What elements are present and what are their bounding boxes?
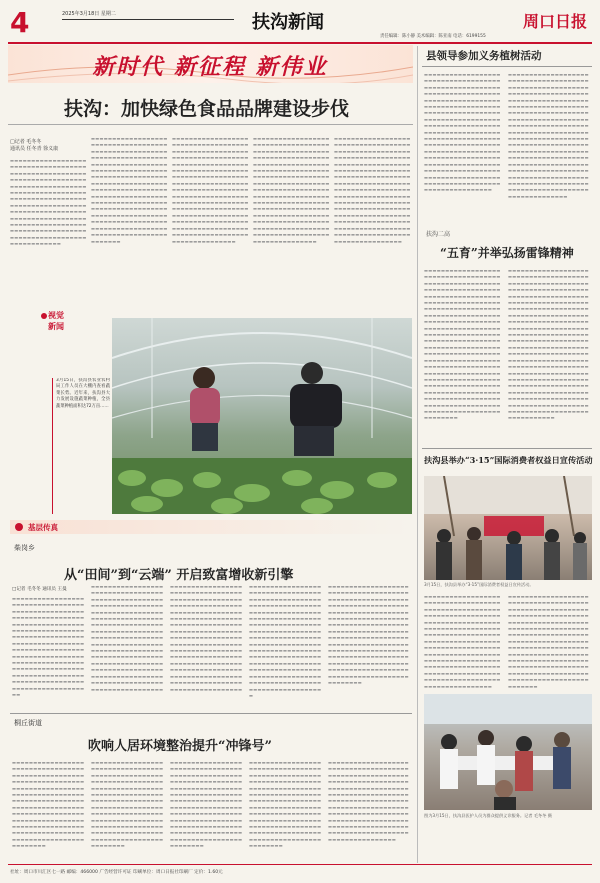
- lead-body-col2: ▬▬▬▬▬▬▬▬▬▬▬▬▬▬▬▬▬▬▬▬▬▬▬▬▬▬▬▬▬▬▬▬▬▬▬▬▬▬▬▬▬▬▬▬▬▬▬▬▬▬▬▬▬▬▬▬▬▬▬▬▬▬▬▬▬▬▬▬▬▬▬▬▬▬▬▬▬▬▬▬▬▬▬▬▬▬▬▬▬▬▬▬▬▬▬▬▬▬▬▬▬▬▬▬▬▬▬▬▬▬▬▬▬▬▬▬▬▬▬▬▬▬▬▬▬▬▬▬▬▬▬▬▬▬▬▬▬▬▬▬▬▬▬▬▬▬▬▬▬▬▬▬▬▬▬▬▬▬▬▬▬▬▬▬▬▬▬▬▬▬▬▬▬▬▬▬▬▬▬▬▬▬▬▬▬▬▬▬▬▬▬▬▬▬▬▬▬▬▬▬▬▬▬▬▬▬▬▬▬▬▬▬▬▬▬▬▬▬▬▬▬▬▬▬▬▬▬▬▬▬▬▬▬▬▬▬▬▬▬▬▬▬▬▬▬▬▬▬▬▬▬▬▬▬▬▬▬▬▬▬▬▬▬▬▬▬▬▬▬▬▬▬▬▬▬▬▬▬▬▬▬▬▬▬▬▬▬▬▬▬▬▬▬▬▬: [91, 136, 168, 244]
- lead-body-col3: ▬▬▬▬▬▬▬▬▬▬▬▬▬▬▬▬▬▬▬▬▬▬▬▬▬▬▬▬▬▬▬▬▬▬▬▬▬▬▬▬▬▬▬▬▬▬▬▬▬▬▬▬▬▬▬▬▬▬▬▬▬▬▬▬▬▬▬▬▬▬▬▬▬▬▬▬▬▬▬▬▬▬▬▬▬▬▬▬▬▬▬▬▬▬▬▬▬▬▬▬▬▬▬▬▬▬▬▬▬▬▬▬▬▬▬▬▬▬▬▬▬▬▬▬▬▬▬▬▬▬▬▬▬▬▬▬▬▬▬▬▬▬▬▬▬▬▬▬▬▬▬▬▬▬▬▬▬▬▬▬▬▬▬▬▬▬▬▬▬▬▬▬▬▬▬▬▬▬▬▬▬▬▬▬▬▬▬▬▬▬▬▬▬▬▬▬▬▬▬▬▬▬▬▬▬▬▬▬▬▬▬▬▬▬▬▬▬▬▬▬▬▬▬▬▬▬▬▬▬▬▬▬▬▬▬▬▬▬▬▬▬▬▬▬▬▬▬▬▬▬▬▬▬▬▬▬▬▬▬▬▬▬▬▬▬▬▬▬▬▬▬▬▬▬▬▬▬▬▬▬▬▬▬▬▬▬▬▬▬▬▬▬▬▬▬▬▬▬▬▬▬▬▬: [172, 136, 249, 244]
- consumer-photo-drawing: [424, 476, 592, 580]
- section-title: 扶沟新闻: [252, 12, 324, 33]
- article2-title: 吹响人居环境整治提升“冲锋号”: [88, 739, 272, 754]
- story3-col2: ▬▬▬▬▬▬▬▬▬▬▬▬▬▬▬▬▬▬▬▬▬▬▬▬▬▬▬▬▬▬▬▬▬▬▬▬▬▬▬▬▬▬▬▬▬▬▬▬▬▬▬▬▬▬▬▬▬▬▬▬▬▬▬▬▬▬▬▬▬▬▬▬▬▬▬▬▬▬▬▬▬▬▬▬▬▬▬▬▬▬▬▬▬▬▬▬▬▬▬▬▬▬▬▬▬▬▬▬▬▬▬▬▬▬▬▬▬▬▬▬▬▬▬▬▬▬▬▬▬▬▬▬▬▬▬▬▬▬▬▬▬▬▬▬▬▬▬▬▬▬▬▬▬▬▬▬▬▬▬▬▬▬▬▬▬▬▬▬▬▬▬▬▬▬▬▬▬▬▬▬▬▬▬▬▬▬▬▬▬▬▬▬▬▬▬▬▬▬▬▬▬▬▬▬▬▬▬▬▬▬▬▬▬▬▬▬▬▬▬▬▬▬▬▬▬▬▬▬▬▬▬▬▬▬▬▬▬▬▬▬▬▬▬▬▬▬▬▬▬▬▬▬▬▬▬▬▬▬▬▬▬▬▬▬▬▬▬▬▬▬▬▬▬: [508, 594, 589, 689]
- article1-byline: □记者 毛冬冬 通讯员 王曼: [12, 587, 67, 592]
- town1-label: 柴岗乡: [14, 544, 35, 552]
- story3-col1: ▬▬▬▬▬▬▬▬▬▬▬▬▬▬▬▬▬▬▬▬▬▬▬▬▬▬▬▬▬▬▬▬▬▬▬▬▬▬▬▬▬▬▬▬▬▬▬▬▬▬▬▬▬▬▬▬▬▬▬▬▬▬▬▬▬▬▬▬▬▬▬▬▬▬▬▬▬▬▬▬▬▬▬▬▬▬▬▬▬▬▬▬▬▬▬▬▬▬▬▬▬▬▬▬▬▬▬▬▬▬▬▬▬▬▬▬▬▬▬▬▬▬▬▬▬▬▬▬▬▬▬▬▬▬▬▬▬▬▬▬▬▬▬▬▬▬▬▬▬▬▬▬▬▬▬▬▬▬▬▬▬▬▬▬▬▬▬▬▬▬▬▬▬▬▬▬▬▬▬▬▬▬▬▬▬▬▬▬▬▬▬▬▬▬▬▬▬▬▬▬▬▬▬▬▬▬▬▬▬▬▬▬▬▬▬▬▬▬▬▬▬▬▬▬▬▬▬▬▬▬▬▬▬▬▬▬▬▬▬▬▬▬▬▬▬▬▬▬▬▬▬▬▬▬▬▬▬▬▬▬▬▬▬▬▬▬▬▬: [424, 594, 501, 689]
- header-divider-left: [62, 19, 234, 20]
- consumer-rights-photo: [424, 476, 592, 580]
- lead-body-col4: ▬▬▬▬▬▬▬▬▬▬▬▬▬▬▬▬▬▬▬▬▬▬▬▬▬▬▬▬▬▬▬▬▬▬▬▬▬▬▬▬▬▬▬▬▬▬▬▬▬▬▬▬▬▬▬▬▬▬▬▬▬▬▬▬▬▬▬▬▬▬▬▬▬▬▬▬▬▬▬▬▬▬▬▬▬▬▬▬▬▬▬▬▬▬▬▬▬▬▬▬▬▬▬▬▬▬▬▬▬▬▬▬▬▬▬▬▬▬▬▬▬▬▬▬▬▬▬▬▬▬▬▬▬▬▬▬▬▬▬▬▬▬▬▬▬▬▬▬▬▬▬▬▬▬▬▬▬▬▬▬▬▬▬▬▬▬▬▬▬▬▬▬▬▬▬▬▬▬▬▬▬▬▬▬▬▬▬▬▬▬▬▬▬▬▬▬▬▬▬▬▬▬▬▬▬▬▬▬▬▬▬▬▬▬▬▬▬▬▬▬▬▬▬▬▬▬▬▬▬▬▬▬▬▬▬▬▬▬▬▬▬▬▬▬▬▬▬▬▬▬▬▬▬▬▬▬▬▬▬▬▬▬▬▬▬▬▬▬▬▬▬▬▬▬▬▬▬▬▬▬▬▬▬▬▬▬▬▬▬▬▬▬▬▬▬▬▬▬▬▬▬▬▬: [253, 136, 330, 244]
- column-separator: [417, 46, 418, 863]
- article1-title: 从“田间”到“云端” 开启致富增收新引擎: [64, 568, 294, 583]
- lead-byline-2: 通讯员 任冬青 徐义康: [10, 146, 59, 152]
- banner-slogan: 新时代 新征程 新伟业: [92, 54, 328, 80]
- article2-col3: ▬▬▬▬▬▬▬▬▬▬▬▬▬▬▬▬▬▬▬▬▬▬▬▬▬▬▬▬▬▬▬▬▬▬▬▬▬▬▬▬▬▬▬▬▬▬▬▬▬▬▬▬▬▬▬▬▬▬▬▬▬▬▬▬▬▬▬▬▬▬▬▬▬▬▬▬▬▬▬▬▬▬▬▬▬▬▬▬▬▬▬▬▬▬▬▬▬▬▬▬▬▬▬▬▬▬▬▬▬▬▬▬▬▬▬▬▬▬▬▬▬▬▬▬▬▬▬▬▬▬▬▬▬▬▬▬▬▬▬▬▬▬▬▬▬▬▬▬▬▬▬▬▬▬▬▬▬▬▬▬▬▬▬▬▬▬▬▬▬▬▬▬▬▬▬▬▬▬▬▬▬▬▬▬▬▬▬▬▬▬▬▬▬▬▬▬▬▬▬▬▬▬▬▬▬▬▬▬▬▬▬▬▬▬▬▬▬▬▬▬▬▬▬▬▬▬▬▬▬: [170, 760, 243, 849]
- story1-rule: [422, 66, 592, 67]
- lead-body-col1: ▬▬▬▬▬▬▬▬▬▬▬▬▬▬▬▬▬▬▬▬▬▬▬▬▬▬▬▬▬▬▬▬▬▬▬▬▬▬▬▬▬▬▬▬▬▬▬▬▬▬▬▬▬▬▬▬▬▬▬▬▬▬▬▬▬▬▬▬▬▬▬▬▬▬▬▬▬▬▬▬▬▬▬▬▬▬▬▬▬▬▬▬▬▬▬▬▬▬▬▬▬▬▬▬▬▬▬▬▬▬▬▬▬▬▬▬▬▬▬▬▬▬▬▬▬▬▬▬▬▬▬▬▬▬▬▬▬▬▬▬▬▬▬▬▬▬▬▬▬▬▬▬▬▬▬▬▬▬▬▬▬▬▬▬▬▬▬▬▬▬▬▬▬▬▬▬▬▬▬▬▬▬▬▬▬▬▬▬▬▬▬▬▬▬▬▬▬▬▬▬▬▬▬▬▬▬▬▬▬▬▬▬▬▬▬▬▬▬▬▬▬▬▬▬▬▬▬▬▬▬▬▬▬▬▬▬▬▬▬▬▬▬▬▬▬▬: [10, 158, 87, 247]
- clinic-photo-caption: 图为3月15日，扶沟县医护人员为群众提供义诊服务。记者 毛冬冬 摄: [424, 813, 552, 818]
- article2-col4: ▬▬▬▬▬▬▬▬▬▬▬▬▬▬▬▬▬▬▬▬▬▬▬▬▬▬▬▬▬▬▬▬▬▬▬▬▬▬▬▬▬▬▬▬▬▬▬▬▬▬▬▬▬▬▬▬▬▬▬▬▬▬▬▬▬▬▬▬▬▬▬▬▬▬▬▬▬▬▬▬▬▬▬▬▬▬▬▬▬▬▬▬▬▬▬▬▬▬▬▬▬▬▬▬▬▬▬▬▬▬▬▬▬▬▬▬▬▬▬▬▬▬▬▬▬▬▬▬▬▬▬▬▬▬▬▬▬▬▬▬▬▬▬▬▬▬▬▬▬▬▬▬▬▬▬▬▬▬▬▬▬▬▬▬▬▬▬▬▬▬▬▬▬▬▬▬▬▬▬▬▬▬▬▬▬▬▬▬▬▬▬▬▬▬▬▬▬▬▬▬▬▬▬▬▬▬▬▬▬▬▬▬▬▬▬▬▬▬▬▬▬▬▬▬▬▬▬▬▬: [249, 760, 322, 849]
- lead-body-col5: ▬▬▬▬▬▬▬▬▬▬▬▬▬▬▬▬▬▬▬▬▬▬▬▬▬▬▬▬▬▬▬▬▬▬▬▬▬▬▬▬▬▬▬▬▬▬▬▬▬▬▬▬▬▬▬▬▬▬▬▬▬▬▬▬▬▬▬▬▬▬▬▬▬▬▬▬▬▬▬▬▬▬▬▬▬▬▬▬▬▬▬▬▬▬▬▬▬▬▬▬▬▬▬▬▬▬▬▬▬▬▬▬▬▬▬▬▬▬▬▬▬▬▬▬▬▬▬▬▬▬▬▬▬▬▬▬▬▬▬▬▬▬▬▬▬▬▬▬▬▬▬▬▬▬▬▬▬▬▬▬▬▬▬▬▬▬▬▬▬▬▬▬▬▬▬▬▬▬▬▬▬▬▬▬▬▬▬▬▬▬▬▬▬▬▬▬▬▬▬▬▬▬▬▬▬▬▬▬▬▬▬▬▬▬▬▬▬▬▬▬▬▬▬▬▬▬▬▬▬▬▬▬▬▬▬▬▬▬▬▬▬▬▬▬▬▬▬▬▬▬▬▬▬▬▬▬▬▬▬▬▬▬▬▬▬▬▬▬▬▬▬▬▬▬▬▬▬▬▬▬▬▬▬▬▬▬▬▬▬▬▬▬▬▬▬▬▬▬▬▬▬▬▬▬: [334, 136, 411, 244]
- story3-title: 扶沟县举办“3·15”国际消费者权益日宣传活动: [424, 455, 593, 465]
- footer-text: 社址：周口市川汇区七一路 邮编：466000 广告经营许可证 印刷单位：周口日报社印刷厂 定价：1.60元: [10, 870, 223, 875]
- photo-tag-icon: [40, 312, 48, 320]
- photo-news-tag: [48, 310, 98, 344]
- story2-title: “五育”并举弘扬雷锋精神: [440, 246, 574, 260]
- article2-col5: ▬▬▬▬▬▬▬▬▬▬▬▬▬▬▬▬▬▬▬▬▬▬▬▬▬▬▬▬▬▬▬▬▬▬▬▬▬▬▬▬▬▬▬▬▬▬▬▬▬▬▬▬▬▬▬▬▬▬▬▬▬▬▬▬▬▬▬▬▬▬▬▬▬▬▬▬▬▬▬▬▬▬▬▬▬▬▬▬▬▬▬▬▬▬▬▬▬▬▬▬▬▬▬▬▬▬▬▬▬▬▬▬▬▬▬▬▬▬▬▬▬▬▬▬▬▬▬▬▬▬▬▬▬▬▬▬▬▬▬▬▬▬▬▬▬▬▬▬▬▬▬▬▬▬▬▬▬▬▬▬▬▬▬▬▬▬▬▬▬▬▬▬▬▬▬▬▬▬▬▬▬▬▬▬▬▬▬▬▬▬▬▬▬▬▬▬▬▬▬▬▬▬▬▬▬▬▬▬▬▬▬▬▬▬▬▬▬▬▬▬▬▬▬▬▬▬▬▬▬▬▬▬▬▬▬▬▬▬▬▬▬▬▬▬: [328, 760, 409, 842]
- story2-kicker: 扶沟二高: [426, 231, 451, 238]
- story2-col1: ▬▬▬▬▬▬▬▬▬▬▬▬▬▬▬▬▬▬▬▬▬▬▬▬▬▬▬▬▬▬▬▬▬▬▬▬▬▬▬▬▬▬▬▬▬▬▬▬▬▬▬▬▬▬▬▬▬▬▬▬▬▬▬▬▬▬▬▬▬▬▬▬▬▬▬▬▬▬▬▬▬▬▬▬▬▬▬▬▬▬▬▬▬▬▬▬▬▬▬▬▬▬▬▬▬▬▬▬▬▬▬▬▬▬▬▬▬▬▬▬▬▬▬▬▬▬▬▬▬▬▬▬▬▬▬▬▬▬▬▬▬▬▬▬▬▬▬▬▬▬▬▬▬▬▬▬▬▬▬▬▬▬▬▬▬▬▬▬▬▬▬▬▬▬▬▬▬▬▬▬▬▬▬▬▬▬▬▬▬▬▬▬▬▬▬▬▬▬▬▬▬▬▬▬▬▬▬▬▬▬▬▬▬▬▬▬▬▬▬▬▬▬▬▬▬▬▬▬▬▬▬▬▬▬▬▬▬▬▬▬▬▬▬▬▬▬▬▬▬▬▬▬▬▬▬▬▬▬▬▬▬▬▬▬▬▬▬▬▬▬▬▬▬▬▬▬▬▬▬▬▬▬▬▬▬▬▬▬▬▬▬▬▬▬▬▬▬▬▬▬▬▬▬▬▬▬▬▬▬▬▬▬▬▬▬▬▬▬▬▬▬▬▬▬▬▬▬▬▬▬▬▬▬▬▬▬▬▬▬▬▬▬▬▬▬▬▬▬▬▬▬▬▬▬▬▬▬▬▬▬▬▬▬▬▬▬▬▬▬▬▬▬▬▬▬▬▬▬▬▬▬▬▬▬▬▬▬▬▬▬▬▬▬▬▬▬▬▬▬▬▬▬▬▬▬▬▬▬▬▬▬▬▬▬▬▬▬▬▬▬▬▬: [424, 268, 501, 421]
- clinic-photo: [424, 694, 592, 810]
- date-line: 2025年3月18日 星期二: [62, 11, 116, 17]
- consumer-photo-caption: 3月15日，扶沟县举办“3·15”国际消费者权益日宣传活动。: [424, 582, 534, 587]
- article1-col5: ▬▬▬▬▬▬▬▬▬▬▬▬▬▬▬▬▬▬▬▬▬▬▬▬▬▬▬▬▬▬▬▬▬▬▬▬▬▬▬▬▬▬▬▬▬▬▬▬▬▬▬▬▬▬▬▬▬▬▬▬▬▬▬▬▬▬▬▬▬▬▬▬▬▬▬▬▬▬▬▬▬▬▬▬▬▬▬▬▬▬▬▬▬▬▬▬▬▬▬▬▬▬▬▬▬▬▬▬▬▬▬▬▬▬▬▬▬▬▬▬▬▬▬▬▬▬▬▬▬▬▬▬▬▬▬▬▬▬▬▬▬▬▬▬▬▬▬▬▬▬▬▬▬▬▬▬▬▬▬▬▬▬▬▬▬▬▬▬▬▬▬▬▬▬▬▬▬▬▬▬▬▬▬▬▬▬▬▬▬▬▬▬▬▬▬▬▬▬▬▬▬▬▬▬▬▬▬▬▬▬▬▬▬▬▬▬▬▬▬▬▬▬▬▬▬▬▬▬▬▬▬▬▬▬▬▬▬▬▬▬▬▬▬▬▬▬▬▬▬▬▬▬▬▬▬▬▬▬▬▬▬▬▬▬▬▬▬▬▬▬▬▬▬▬▬▬▬▬▬▬▬▬▬▬▬▬▬▬▬▬▬▬▬: [328, 584, 409, 686]
- photo-caption: 3月15日，扶沟县农业农村局工作人员在大棚内查看蔬菜长势。近年来，扶沟县大力发展设施蔬菜种植，全县蔬菜种植面积达72万亩……: [56, 378, 110, 409]
- footer-rule: [8, 864, 592, 865]
- editors-line: 责任编辑：陈小静 美术编辑：陈亚南 电话：6199155: [380, 34, 486, 39]
- article1-col4: ▬▬▬▬▬▬▬▬▬▬▬▬▬▬▬▬▬▬▬▬▬▬▬▬▬▬▬▬▬▬▬▬▬▬▬▬▬▬▬▬▬▬▬▬▬▬▬▬▬▬▬▬▬▬▬▬▬▬▬▬▬▬▬▬▬▬▬▬▬▬▬▬▬▬▬▬▬▬▬▬▬▬▬▬▬▬▬▬▬▬▬▬▬▬▬▬▬▬▬▬▬▬▬▬▬▬▬▬▬▬▬▬▬▬▬▬▬▬▬▬▬▬▬▬▬▬▬▬▬▬▬▬▬▬▬▬▬▬▬▬▬▬▬▬▬▬▬▬▬▬▬▬▬▬▬▬▬▬▬▬▬▬▬▬▬▬▬▬▬▬▬▬▬▬▬▬▬▬▬▬▬▬▬▬▬▬▬▬▬▬▬▬▬▬▬▬▬▬▬▬▬▬▬▬▬▬▬▬▬▬▬▬▬▬▬▬▬▬▬▬▬▬▬▬▬▬▬▬▬▬▬▬▬▬▬▬▬▬▬▬▬▬▬▬▬▬▬▬▬▬▬▬▬▬▬▬▬▬▬▬▬▬▬▬▬▬▬▬▬▬▬▬▬▬▬▬▬▬▬▬▬▬▬▬▬▬▬▬▬▬: [249, 584, 322, 698]
- header-rule: [8, 42, 592, 44]
- article1-col2: ▬▬▬▬▬▬▬▬▬▬▬▬▬▬▬▬▬▬▬▬▬▬▬▬▬▬▬▬▬▬▬▬▬▬▬▬▬▬▬▬▬▬▬▬▬▬▬▬▬▬▬▬▬▬▬▬▬▬▬▬▬▬▬▬▬▬▬▬▬▬▬▬▬▬▬▬▬▬▬▬▬▬▬▬▬▬▬▬▬▬▬▬▬▬▬▬▬▬▬▬▬▬▬▬▬▬▬▬▬▬▬▬▬▬▬▬▬▬▬▬▬▬▬▬▬▬▬▬▬▬▬▬▬▬▬▬▬▬▬▬▬▬▬▬▬▬▬▬▬▬▬▬▬▬▬▬▬▬▬▬▬▬▬▬▬▬▬▬▬▬▬▬▬▬▬▬▬▬▬▬▬▬▬▬▬▬▬▬▬▬▬▬▬▬▬▬▬▬▬▬▬▬▬▬▬▬▬▬▬▬▬▬▬▬▬▬▬▬▬▬▬▬▬▬▬▬▬▬▬▬▬▬▬▬▬▬▬▬▬▬▬▬▬▬▬▬▬▬▬▬▬▬▬▬▬▬▬▬▬▬▬▬▬▬▬▬▬▬▬▬▬▬▬▬▬▬▬▬▬▬▬▬▬▬▬▬▬▬▬: [91, 584, 164, 692]
- article1-col3: ▬▬▬▬▬▬▬▬▬▬▬▬▬▬▬▬▬▬▬▬▬▬▬▬▬▬▬▬▬▬▬▬▬▬▬▬▬▬▬▬▬▬▬▬▬▬▬▬▬▬▬▬▬▬▬▬▬▬▬▬▬▬▬▬▬▬▬▬▬▬▬▬▬▬▬▬▬▬▬▬▬▬▬▬▬▬▬▬▬▬▬▬▬▬▬▬▬▬▬▬▬▬▬▬▬▬▬▬▬▬▬▬▬▬▬▬▬▬▬▬▬▬▬▬▬▬▬▬▬▬▬▬▬▬▬▬▬▬▬▬▬▬▬▬▬▬▬▬▬▬▬▬▬▬▬▬▬▬▬▬▬▬▬▬▬▬▬▬▬▬▬▬▬▬▬▬▬▬▬▬▬▬▬▬▬▬▬▬▬▬▬▬▬▬▬▬▬▬▬▬▬▬▬▬▬▬▬▬▬▬▬▬▬▬▬▬▬▬▬▬▬▬▬▬▬▬▬▬▬▬▬▬▬▬▬▬▬▬▬▬▬▬▬▬▬▬▬▬▬▬▬▬▬▬▬▬▬▬▬▬▬▬▬▬▬▬▬▬▬▬▬▬▬▬▬▬▬▬▬▬▬▬▬▬▬▬▬▬▬: [170, 584, 243, 692]
- grassroots-header: [10, 520, 412, 534]
- story3-rule: [422, 448, 592, 449]
- photo-tag-line1: 视觉: [48, 311, 64, 320]
- grassroots-column-label: 基层传真: [28, 523, 58, 532]
- article2-col2: ▬▬▬▬▬▬▬▬▬▬▬▬▬▬▬▬▬▬▬▬▬▬▬▬▬▬▬▬▬▬▬▬▬▬▬▬▬▬▬▬▬▬▬▬▬▬▬▬▬▬▬▬▬▬▬▬▬▬▬▬▬▬▬▬▬▬▬▬▬▬▬▬▬▬▬▬▬▬▬▬▬▬▬▬▬▬▬▬▬▬▬▬▬▬▬▬▬▬▬▬▬▬▬▬▬▬▬▬▬▬▬▬▬▬▬▬▬▬▬▬▬▬▬▬▬▬▬▬▬▬▬▬▬▬▬▬▬▬▬▬▬▬▬▬▬▬▬▬▬▬▬▬▬▬▬▬▬▬▬▬▬▬▬▬▬▬▬▬▬▬▬▬▬▬▬▬▬▬▬▬▬▬▬▬▬▬▬▬▬▬▬▬▬▬▬▬▬▬▬▬▬▬▬▬▬▬▬▬▬▬▬▬▬▬▬▬▬▬▬▬▬▬▬▬▬▬▬▬▬: [91, 760, 164, 849]
- section-divider: [10, 713, 412, 714]
- clinic-photo-drawing: [424, 694, 592, 810]
- page-number: 4: [10, 6, 30, 39]
- photo-tag-line2: 新闻: [48, 322, 64, 331]
- story1-title: 县领导参加义务植树活动: [426, 50, 542, 62]
- article2-col1: ▬▬▬▬▬▬▬▬▬▬▬▬▬▬▬▬▬▬▬▬▬▬▬▬▬▬▬▬▬▬▬▬▬▬▬▬▬▬▬▬▬▬▬▬▬▬▬▬▬▬▬▬▬▬▬▬▬▬▬▬▬▬▬▬▬▬▬▬▬▬▬▬▬▬▬▬▬▬▬▬▬▬▬▬▬▬▬▬▬▬▬▬▬▬▬▬▬▬▬▬▬▬▬▬▬▬▬▬▬▬▬▬▬▬▬▬▬▬▬▬▬▬▬▬▬▬▬▬▬▬▬▬▬▬▬▬▬▬▬▬▬▬▬▬▬▬▬▬▬▬▬▬▬▬▬▬▬▬▬▬▬▬▬▬▬▬▬▬▬▬▬▬▬▬▬▬▬▬▬▬▬▬▬▬▬▬▬▬▬▬▬▬▬▬▬▬▬▬▬▬▬▬▬▬▬▬▬▬▬▬▬▬▬▬▬▬▬▬▬▬▬▬▬▬▬▬▬▬▬: [12, 760, 85, 849]
- story2-col2: ▬▬▬▬▬▬▬▬▬▬▬▬▬▬▬▬▬▬▬▬▬▬▬▬▬▬▬▬▬▬▬▬▬▬▬▬▬▬▬▬▬▬▬▬▬▬▬▬▬▬▬▬▬▬▬▬▬▬▬▬▬▬▬▬▬▬▬▬▬▬▬▬▬▬▬▬▬▬▬▬▬▬▬▬▬▬▬▬▬▬▬▬▬▬▬▬▬▬▬▬▬▬▬▬▬▬▬▬▬▬▬▬▬▬▬▬▬▬▬▬▬▬▬▬▬▬▬▬▬▬▬▬▬▬▬▬▬▬▬▬▬▬▬▬▬▬▬▬▬▬▬▬▬▬▬▬▬▬▬▬▬▬▬▬▬▬▬▬▬▬▬▬▬▬▬▬▬▬▬▬▬▬▬▬▬▬▬▬▬▬▬▬▬▬▬▬▬▬▬▬▬▬▬▬▬▬▬▬▬▬▬▬▬▬▬▬▬▬▬▬▬▬▬▬▬▬▬▬▬▬▬▬▬▬▬▬▬▬▬▬▬▬▬▬▬▬▬▬▬▬▬▬▬▬▬▬▬▬▬▬▬▬▬▬▬▬▬▬▬▬▬▬▬▬▬▬▬▬▬▬▬▬▬▬▬▬▬▬▬▬▬▬▬▬▬▬▬▬▬▬▬▬▬▬▬▬▬▬▬▬▬▬▬▬▬▬▬▬▬▬▬▬▬▬▬▬▬▬▬▬▬▬▬▬▬▬▬▬▬▬▬▬▬▬▬▬▬▬▬▬▬▬▬▬▬▬▬▬▬▬▬▬▬▬▬▬▬▬▬▬▬▬▬▬▬▬▬▬▬▬▬▬▬▬▬▬▬▬▬▬▬▬▬▬▬▬▬▬▬▬▬▬▬▬▬▬▬▬▬▬▬▬▬▬▬▬▬▬▬▬▬▬▬▬▬▬▬▬▬▬▬▬▬▬▬▬▬▬▬▬▬▬▬▬▬▬▬▬: [508, 268, 589, 421]
- story1-col1: ▬▬▬▬▬▬▬▬▬▬▬▬▬▬▬▬▬▬▬▬▬▬▬▬▬▬▬▬▬▬▬▬▬▬▬▬▬▬▬▬▬▬▬▬▬▬▬▬▬▬▬▬▬▬▬▬▬▬▬▬▬▬▬▬▬▬▬▬▬▬▬▬▬▬▬▬▬▬▬▬▬▬▬▬▬▬▬▬▬▬▬▬▬▬▬▬▬▬▬▬▬▬▬▬▬▬▬▬▬▬▬▬▬▬▬▬▬▬▬▬▬▬▬▬▬▬▬▬▬▬▬▬▬▬▬▬▬▬▬▬▬▬▬▬▬▬▬▬▬▬▬▬▬▬▬▬▬▬▬▬▬▬▬▬▬▬▬▬▬▬▬▬▬▬▬▬▬▬▬▬▬▬▬▬▬▬▬▬▬▬▬▬▬▬▬▬▬▬▬▬▬▬▬▬▬▬▬▬▬▬▬▬▬▬▬▬▬▬▬▬▬▬▬▬▬▬▬▬▬▬▬▬▬▬▬▬▬▬▬▬▬▬▬▬▬▬▬▬▬▬▬▬▬▬▬▬▬▬▬▬▬▬▬▬▬▬▬▬▬▬▬▬▬▬▬▬▬▬▬▬▬▬▬▬▬▬▬▬▬▬▬▬▬▬▬▬▬▬▬▬▬▬▬▬▬▬▬▬▬▬▬▬▬▬▬▬▬▬▬▬▬▬▬▬▬▬▬▬▬▬▬▬▬▬▬▬▬▬▬▬: [424, 72, 501, 193]
- article1-col1: ▬▬▬▬▬▬▬▬▬▬▬▬▬▬▬▬▬▬▬▬▬▬▬▬▬▬▬▬▬▬▬▬▬▬▬▬▬▬▬▬▬▬▬▬▬▬▬▬▬▬▬▬▬▬▬▬▬▬▬▬▬▬▬▬▬▬▬▬▬▬▬▬▬▬▬▬▬▬▬▬▬▬▬▬▬▬▬▬▬▬▬▬▬▬▬▬▬▬▬▬▬▬▬▬▬▬▬▬▬▬▬▬▬▬▬▬▬▬▬▬▬▬▬▬▬▬▬▬▬▬▬▬▬▬▬▬▬▬▬▬▬▬▬▬▬▬▬▬▬▬▬▬▬▬▬▬▬▬▬▬▬▬▬▬▬▬▬▬▬▬▬▬▬▬▬▬▬▬▬▬▬▬▬▬▬▬▬▬▬▬▬▬▬▬▬▬▬▬▬▬▬▬▬▬▬▬▬▬▬▬▬▬▬▬▬▬▬▬▬▬▬▬▬▬▬▬▬▬▬▬▬▬▬▬▬▬▬▬▬▬▬▬▬▬▬▬▬▬▬▬▬▬▬▬▬▬▬: [12, 596, 85, 698]
- lead-title: 扶沟：加快绿色食品品牌建设步伐: [64, 98, 350, 120]
- greenhouse-drawing: [112, 318, 412, 514]
- story1-col2: ▬▬▬▬▬▬▬▬▬▬▬▬▬▬▬▬▬▬▬▬▬▬▬▬▬▬▬▬▬▬▬▬▬▬▬▬▬▬▬▬▬▬▬▬▬▬▬▬▬▬▬▬▬▬▬▬▬▬▬▬▬▬▬▬▬▬▬▬▬▬▬▬▬▬▬▬▬▬▬▬▬▬▬▬▬▬▬▬▬▬▬▬▬▬▬▬▬▬▬▬▬▬▬▬▬▬▬▬▬▬▬▬▬▬▬▬▬▬▬▬▬▬▬▬▬▬▬▬▬▬▬▬▬▬▬▬▬▬▬▬▬▬▬▬▬▬▬▬▬▬▬▬▬▬▬▬▬▬▬▬▬▬▬▬▬▬▬▬▬▬▬▬▬▬▬▬▬▬▬▬▬▬▬▬▬▬▬▬▬▬▬▬▬▬▬▬▬▬▬▬▬▬▬▬▬▬▬▬▬▬▬▬▬▬▬▬▬▬▬▬▬▬▬▬▬▬▬▬▬▬▬▬▬▬▬▬▬▬▬▬▬▬▬▬▬▬▬▬▬▬▬▬▬▬▬▬▬▬▬▬▬▬▬▬▬▬▬▬▬▬▬▬▬▬▬▬▬▬▬▬▬▬▬▬▬▬▬▬▬▬▬▬▬▬▬▬▬▬▬▬▬▬▬▬▬▬▬▬▬▬▬▬▬▬▬▬▬▬▬▬▬▬▬▬▬▬▬▬▬▬▬▬▬▬▬▬▬▬▬▬▬▬▬▬▬▬▬▬▬▬▬▬▬▬▬▬▬▬▬▬▬▬▬▬▬▬▬▬▬▬▬▬▬▬▬: [508, 72, 589, 199]
- town2-label: 桐丘街道: [14, 719, 42, 727]
- lead-title-rule: [8, 124, 413, 125]
- lead-byline-1: □记者 毛冬冬: [10, 139, 42, 145]
- masthead-logo: 周口日报: [523, 12, 588, 31]
- photo-caption-box: [52, 378, 110, 514]
- grassroots-icon: [14, 522, 24, 532]
- greenhouse-photo: [112, 318, 412, 514]
